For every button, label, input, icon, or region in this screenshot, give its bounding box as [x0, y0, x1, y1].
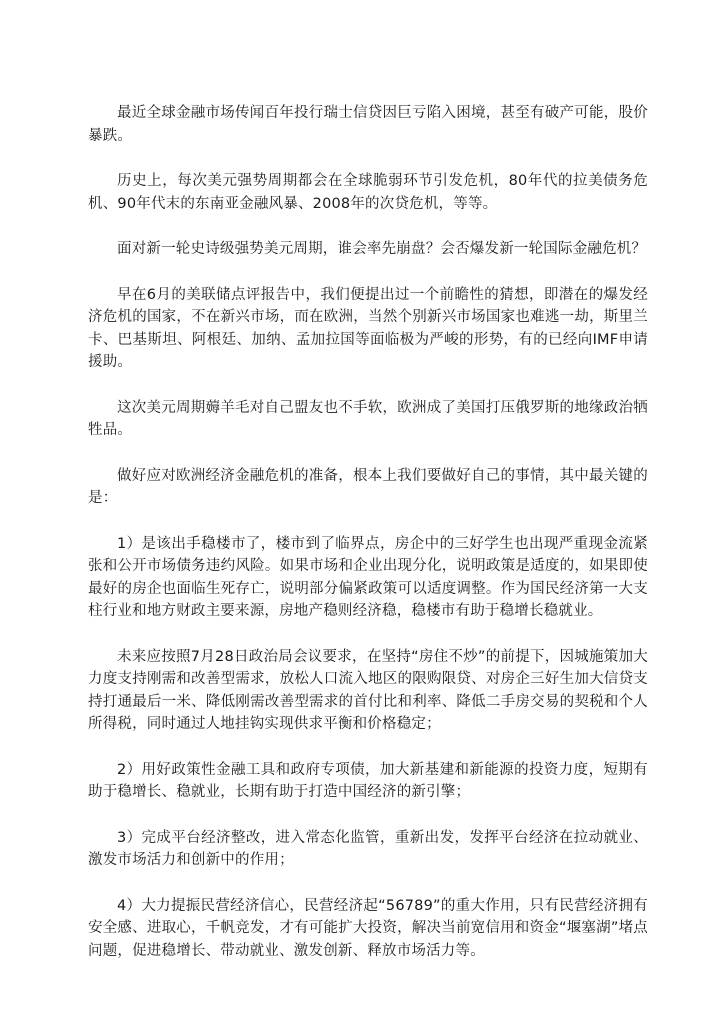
paragraph-forecast: 早在6月的美联储点评报告中，我们便提出过一个前瞻性的猜想，即潜在的爆发经济危机的国家，不在新兴市场，而在欧洲，当然个别新兴市场国家也难逃一劫，斯里兰卡、巴基斯坦、阿根廷、加纳、孟加拉国等面临极为严峻的形势，有的已经向IMF申请援助。	[88, 286, 648, 370]
paragraph-point-2: 2）用好政策性金融工具和政府专项债，加大新基建和新能源的投资力度，短期有助于稳增长、稳就业，长期有助于打造中国经济的新引擎；	[88, 761, 648, 800]
paragraph-point-4: 4）大力提振民营经济信心，民营经济起“56789”的重大作用，只有民营经济拥有安全感、进取心，千帆竞发，才有可能扩大投资，解决当前宽信用和资金“堰塞湖”堵点问题，促进稳增长、带动就业、激发创新、释放市场活力等。	[88, 897, 648, 959]
article-body	[88, 102, 648, 985]
paragraph-preparation: 做好应对欧洲经济金融危机的准备，根本上我们要做好自己的事情，其中最关键的是：	[88, 467, 648, 506]
paragraph-europe: 这次美元周期薅羊毛对自己盟友也不手软，欧洲成了美国打压俄罗斯的地缘政治牺牲品。	[88, 399, 648, 438]
paragraph-question: 面对新一轮史诗级强势美元周期，谁会率先崩盘？会否爆发新一轮国际金融危机？	[117, 241, 647, 257]
paragraph-point-1: 1）是该出手稳楼市了，楼市到了临界点，房企中的三好学生也出现严重现金流紧张和公开市场债务违约风险。如果市场和企业出现分化，说明政策是适度的，如果即使最好的房企也面临生死存亡，说明部分偏紧政策可以适度调整。作为国民经济第一大支柱行业和地方财政主要来源，房地产稳则经济稳，稳楼市有助于稳增长稳就业。	[88, 535, 648, 619]
paragraph-point-3: 3）完成平台经济整改，进入常态化监管，重新出发，发挥平台经济在拉动就业、激发市场活力和创新中的作用；	[88, 829, 648, 868]
paragraph-history: 历史上，每次美元强势周期都会在全球脆弱环节引发危机，80年代的拉美债务危机、90年代末的东南亚金融风暴、2008年的次贷危机，等等。	[88, 173, 648, 212]
paragraph-intro: 最近全球金融市场传闻百年投行瑞士信贷因巨亏陷入困境，甚至有破产可能，股价暴跌。	[88, 105, 648, 144]
paragraph-point-1-detail: 未来应按照7月28日政治局会议要求，在坚持“房住不炒”的前提下，因城施策加大力度支持刚需和改善型需求，放松人口流入地区的限购限贷、对房企三好生加大信贷支持打通最后一米、降低刚需改善型需求的首付比和利率、降低二手房交易的契税和个人所得税，同时通过人地挂钩实现供求平衡和价格稳定；	[88, 648, 648, 732]
